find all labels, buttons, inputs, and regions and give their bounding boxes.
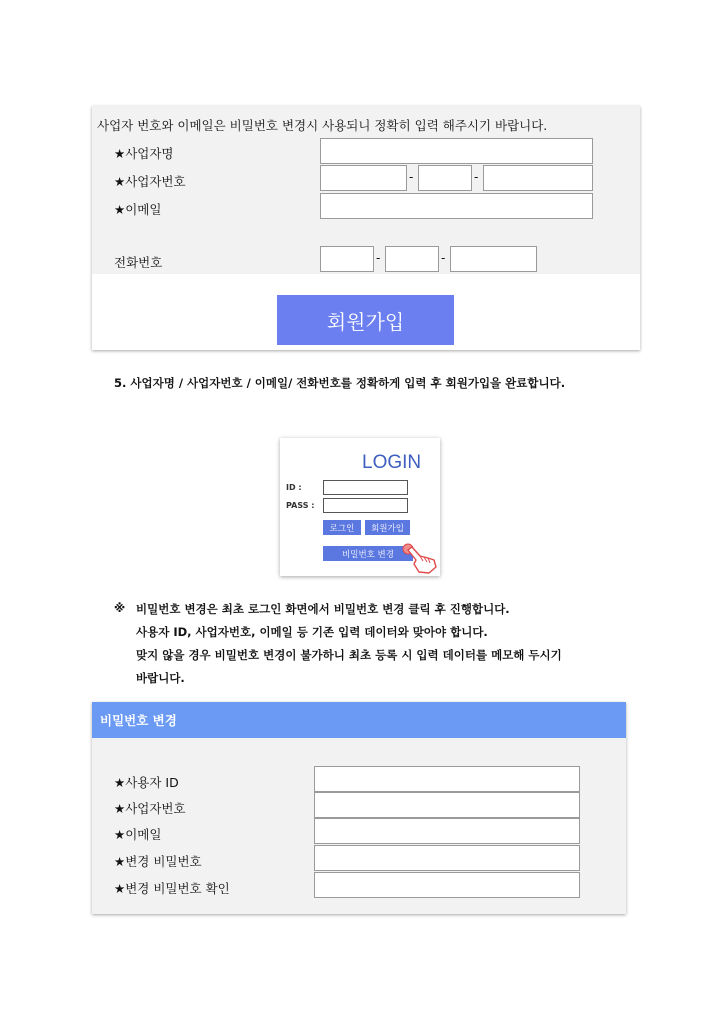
company-name-label: ★사업자명 bbox=[114, 146, 174, 161]
note-line-1: 비밀번호 변경은 최초 로그인 화면에서 비밀번호 변경 클릭 후 진행합니다. bbox=[136, 602, 510, 616]
login-box bbox=[280, 438, 440, 576]
email-input[interactable] bbox=[320, 193, 593, 219]
signup-notice: 사업자 번호와 이메일은 비밀번호 변경시 사용되니 정확히 입력 해주시기 바랍니다. bbox=[97, 118, 548, 133]
email-label: ★이메일 bbox=[114, 202, 162, 217]
business-number-input-3[interactable] bbox=[483, 165, 593, 191]
phone-input-1[interactable] bbox=[320, 246, 374, 272]
note-line-2: 사용자 ID, 사업자번호, 이메일 등 기존 입력 데이터와 맞아야 합니다. bbox=[136, 625, 488, 639]
pc-business-number-label: ★사업자번호 bbox=[114, 801, 186, 816]
company-name-input[interactable] bbox=[320, 138, 593, 164]
pc-business-number-input[interactable] bbox=[314, 792, 580, 818]
password-change-title: 비밀번호 변경 bbox=[92, 702, 626, 738]
business-number-input-1[interactable] bbox=[320, 165, 407, 191]
business-number-input-2[interactable] bbox=[418, 165, 472, 191]
note-line-3: 맞지 않을 경우 비밀번호 변경이 불가하니 최초 등록 시 입력 데이터를 메모해 두시기 bbox=[136, 648, 562, 662]
signup-submit-button[interactable]: 회원가입 bbox=[277, 295, 454, 345]
signup-form-panel bbox=[92, 106, 640, 350]
new-password-input[interactable] bbox=[314, 845, 580, 871]
login-title: LOGIN bbox=[362, 452, 422, 473]
business-number-separator: - bbox=[474, 170, 479, 184]
confirm-password-label: ★변경 비밀번호 확인 bbox=[114, 881, 230, 896]
pc-email-label: ★이메일 bbox=[114, 827, 162, 842]
password-change-panel bbox=[92, 702, 626, 914]
user-id-input[interactable] bbox=[314, 766, 580, 792]
user-id-label: ★사용자 ID bbox=[114, 775, 179, 790]
phone-input-2[interactable] bbox=[385, 246, 439, 272]
confirm-password-input[interactable] bbox=[314, 872, 580, 898]
pc-email-input[interactable] bbox=[314, 818, 580, 844]
login-pass-input[interactable] bbox=[323, 498, 408, 513]
login-signup-button[interactable]: 회원가입 bbox=[365, 520, 410, 535]
step-5-instruction: 5. 사업자명 / 사업자번호 / 이메일/ 전화번호를 정확하게 입력 후 회원가입을 완료합니다. bbox=[114, 376, 566, 390]
business-number-label: ★사업자번호 bbox=[114, 174, 186, 189]
business-number-separator: - bbox=[409, 170, 414, 184]
phone-label: 전화번호 bbox=[114, 255, 163, 270]
hand-pointer-icon bbox=[402, 542, 440, 576]
login-id-input[interactable] bbox=[323, 480, 408, 495]
login-button[interactable]: 로그인 bbox=[323, 520, 361, 535]
new-password-label: ★변경 비밀번호 bbox=[114, 854, 202, 869]
phone-separator: - bbox=[441, 251, 446, 265]
pass-label: PASS : bbox=[286, 501, 315, 510]
change-password-button[interactable]: 비밀번호 변경 bbox=[323, 546, 413, 561]
id-label: ID : bbox=[286, 483, 302, 492]
note-mark: ※ bbox=[114, 601, 126, 615]
phone-input-3[interactable] bbox=[450, 246, 537, 272]
note-line-4: 바랍니다. bbox=[136, 671, 185, 685]
phone-separator: - bbox=[376, 251, 381, 265]
